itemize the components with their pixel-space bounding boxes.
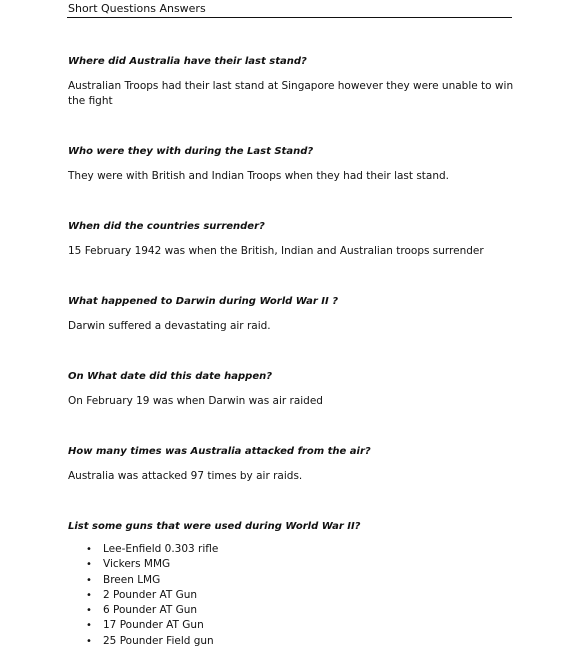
question-text: What happened to Darwin during World War II ? xyxy=(68,296,339,307)
qa-block-darwin xyxy=(68,295,518,334)
qa-block-surrender xyxy=(68,220,518,259)
answer-text: Australia was attacked 97 times by air raids. xyxy=(68,470,303,482)
qa-block-allies xyxy=(68,145,518,184)
bullet-icon: • xyxy=(86,574,92,586)
bullet-icon: • xyxy=(86,544,92,555)
list-item xyxy=(68,618,518,633)
gun-name: Lee-Enfield 0.303 rifle xyxy=(103,543,219,555)
bullet-icon: • xyxy=(86,589,92,601)
page-header-title: Short Questions Answers xyxy=(68,2,206,15)
answer-text: Australian Troops had their last stand at Singapore however they were unable to win the fight xyxy=(68,80,514,107)
bullet-icon: • xyxy=(86,635,92,647)
question-text: Where did Australia have their last stand? xyxy=(68,56,307,67)
gun-name: 25 Pounder Field gun xyxy=(103,634,214,647)
qa-block-guns xyxy=(68,520,518,649)
answer-text: They were with British and Indian Troops when they had their last stand. xyxy=(68,170,450,182)
answer-text: Darwin suffered a devastating air raid. xyxy=(68,320,271,332)
list-item xyxy=(68,603,518,618)
answer-text: On February 19 was when Darwin was air raided xyxy=(68,395,323,407)
gun-name: 6 Pounder AT Gun xyxy=(103,604,198,617)
gun-name: 17 Pounder AT Gun xyxy=(103,619,204,632)
question-text: List some guns that were used during World War II? xyxy=(68,521,361,532)
list-item xyxy=(68,588,518,603)
header-divider xyxy=(67,17,512,18)
answer-text: 15 February 1942 was when the British, Indian and Australian troops surrender xyxy=(68,245,484,257)
bullet-icon: • xyxy=(86,559,92,571)
gun-name: Breen LMG xyxy=(103,573,161,586)
question-text: When did the countries surrender? xyxy=(68,221,265,232)
list-item xyxy=(68,634,518,649)
qa-block-last-stand xyxy=(68,55,518,109)
qa-block-air-attacks xyxy=(68,445,518,484)
question-text: Who were they with during the Last Stand? xyxy=(68,146,314,157)
bullet-icon: • xyxy=(86,605,92,617)
question-text: On What date did this date happen? xyxy=(68,371,273,382)
list-item xyxy=(68,573,518,588)
question-text: How many times was Australia attacked from the air? xyxy=(68,446,371,457)
list-item xyxy=(68,542,518,557)
list-item xyxy=(68,557,518,572)
qa-block-date xyxy=(68,370,518,409)
gun-list xyxy=(68,542,518,649)
gun-name: Vickers MMG xyxy=(103,558,171,571)
gun-name: 2 Pounder AT Gun xyxy=(103,588,198,601)
bullet-icon: • xyxy=(86,620,92,632)
